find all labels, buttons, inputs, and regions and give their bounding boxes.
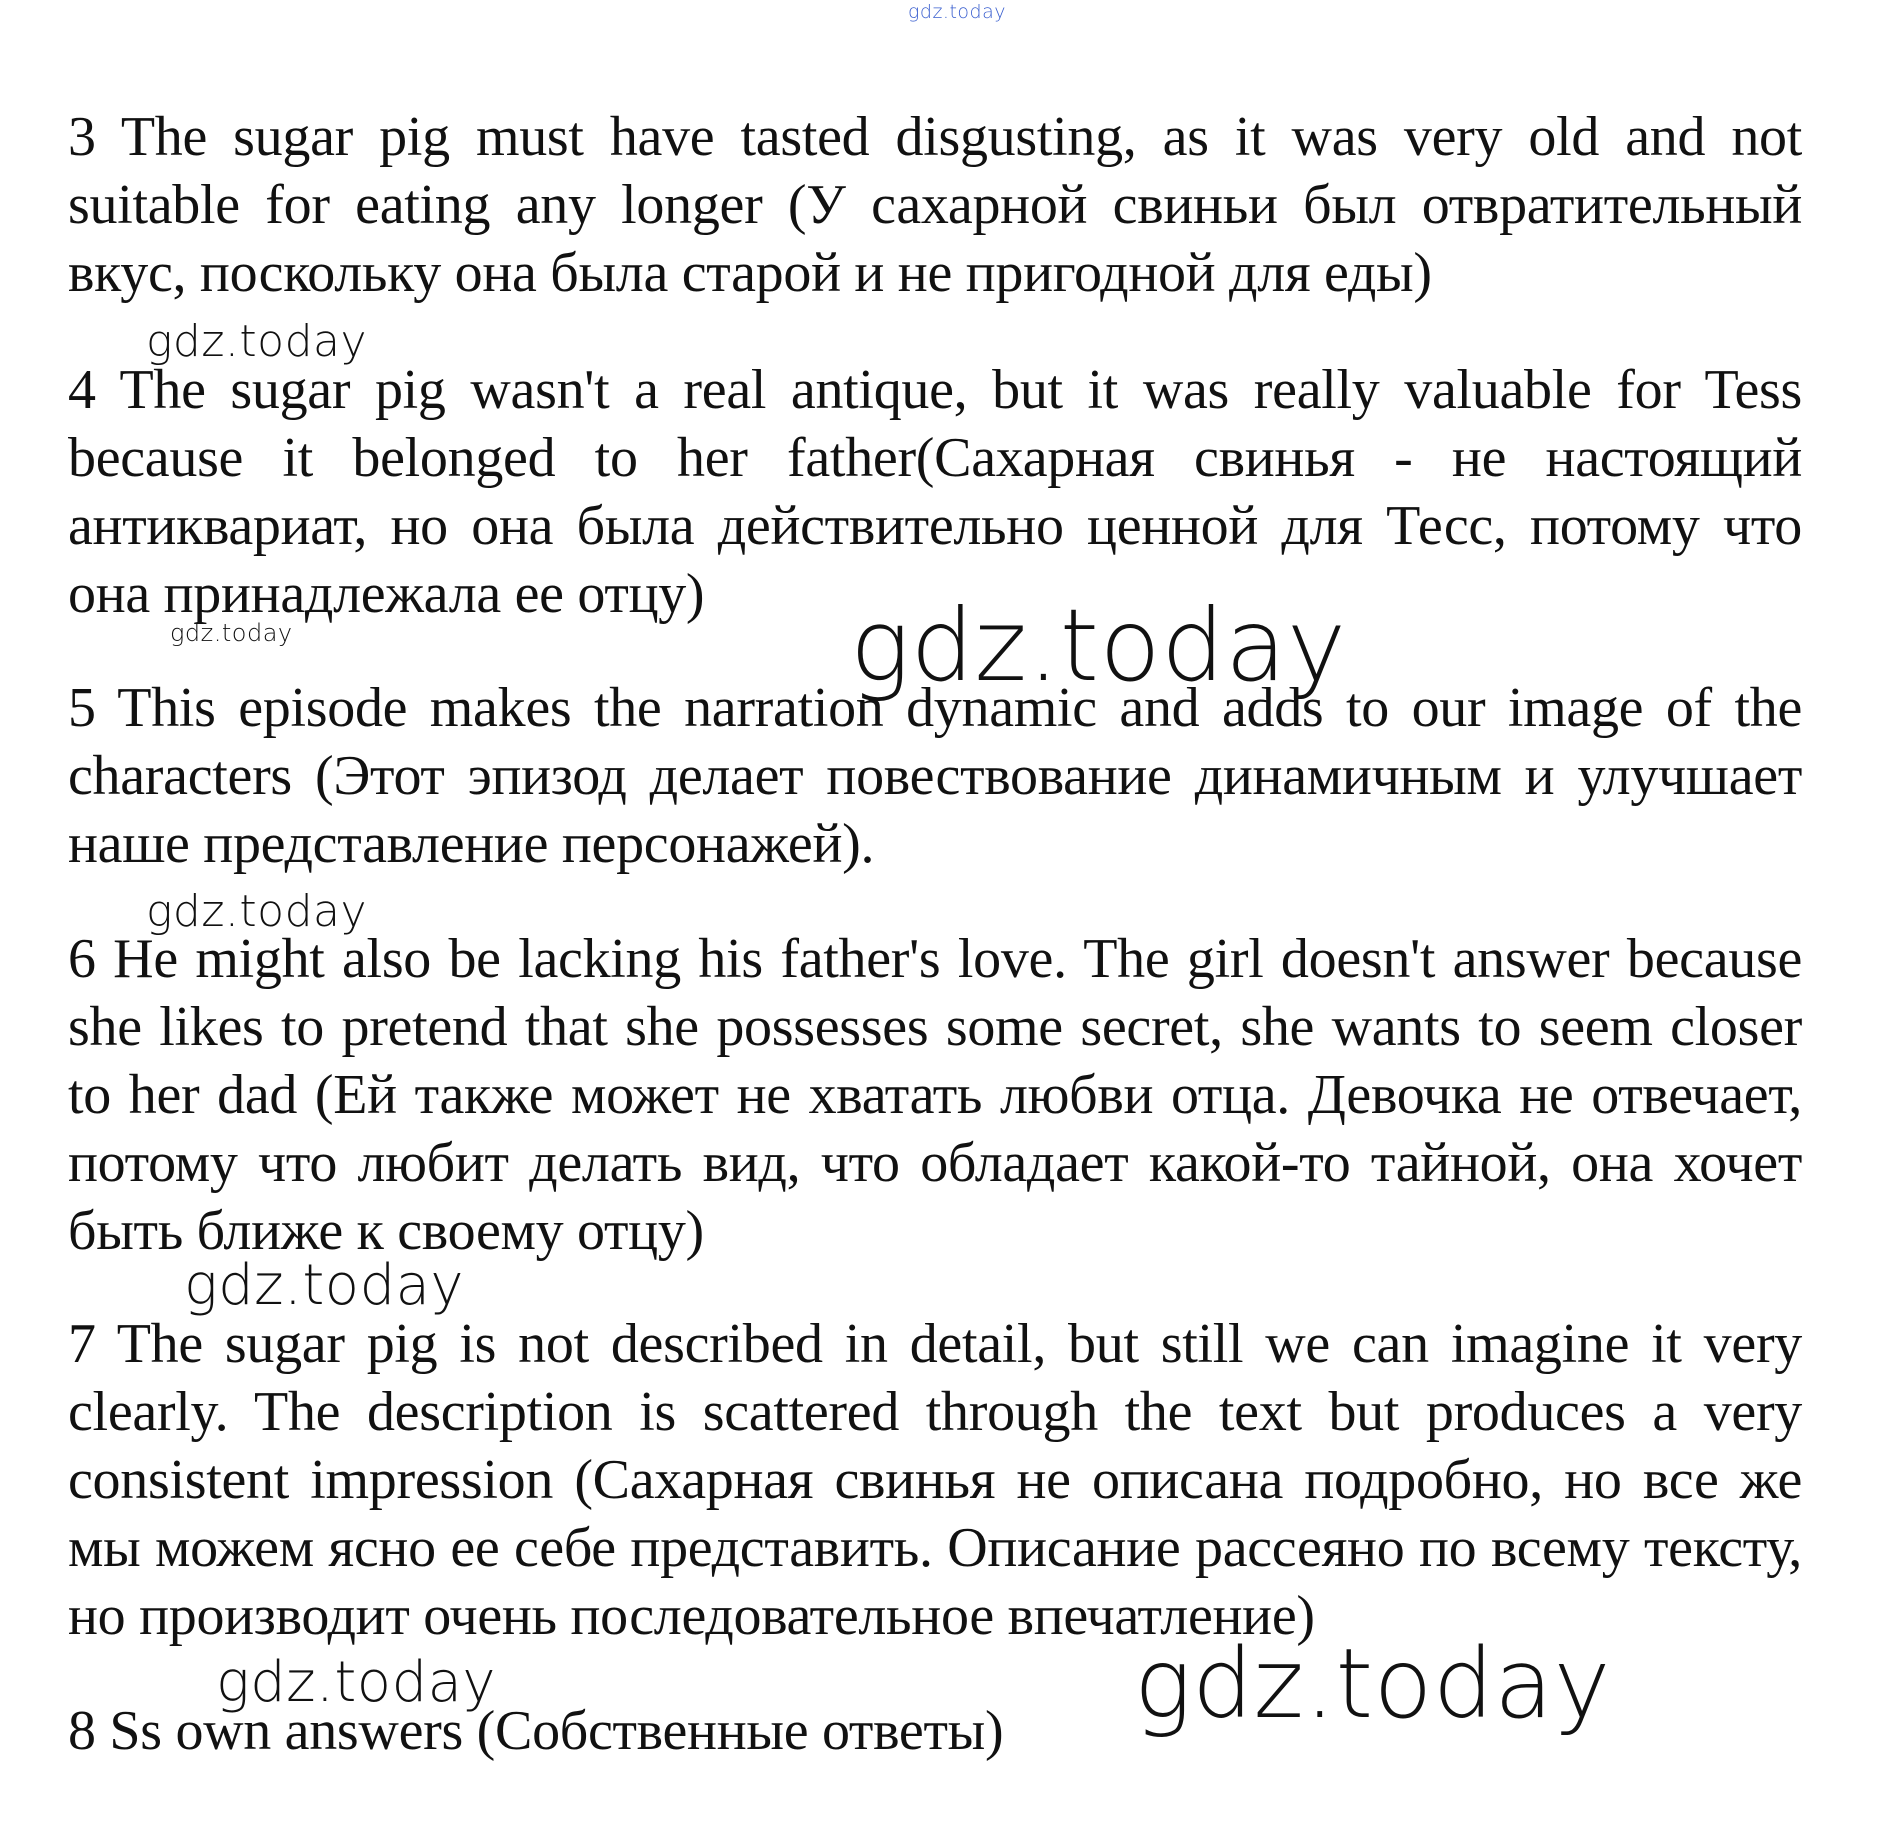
- watermark-small: gdz.today: [146, 316, 368, 367]
- answer-3: 3 The sugar pig must have tasted disgusting, as it was very old and not suitable for eating any longer (У сахарной свиньи был отвратительный вкус, поскольку она была старой и не пригодной для еды): [68, 106, 1802, 304]
- watermark-medium: gdz.today: [184, 1253, 465, 1318]
- answer-5: 5 This episode makes the narration dynamic and adds to our image of the characters (Этот эпизод делает повествование динамичным и улучшает наше представление персонажей).: [68, 677, 1802, 875]
- watermark-large: gdz.today: [850, 587, 1347, 704]
- watermark-large: gdz.today: [1134, 1628, 1611, 1740]
- watermark-top: gdz.today: [908, 1, 1006, 23]
- watermark-medium: gdz.today: [216, 1650, 497, 1715]
- watermark-tiny: gdz.today: [170, 619, 293, 647]
- answer-8: 8 Ss own answers (Собственные ответы): [68, 1700, 1004, 1762]
- answer-6: 6 He might also be lacking his father's love. The girl doesn't answer because she likes to pretend that she possesses some secret, she wants to seem closer to her dad (Ей также может не хватать любви отца. Девочка не отвечает, потому что любит делать вид, что обладает какой-то тайной, она хочет быть ближе к своему отцу): [68, 928, 1802, 1262]
- watermark-small: gdz.today: [146, 886, 368, 937]
- answer-4: 4 The sugar pig wasn't a real antique, but it was really valuable for Tess because it belonged to her father(Сахарная свинья - не настоящий антиквариат, но она была действительно ценной для Тесс, потому что она принадлежала ее отцу): [68, 359, 1802, 625]
- answer-7: 7 The sugar pig is not described in detail, but still we can imagine it very clearly. The description is scattered through the text but produces a very consistent impression (Сахарная свинья не описана подробно, но все же мы можем ясно ее себе представить. Описание рассеяно по всему тексту, но производит очень последовательное впечатление): [68, 1313, 1802, 1647]
